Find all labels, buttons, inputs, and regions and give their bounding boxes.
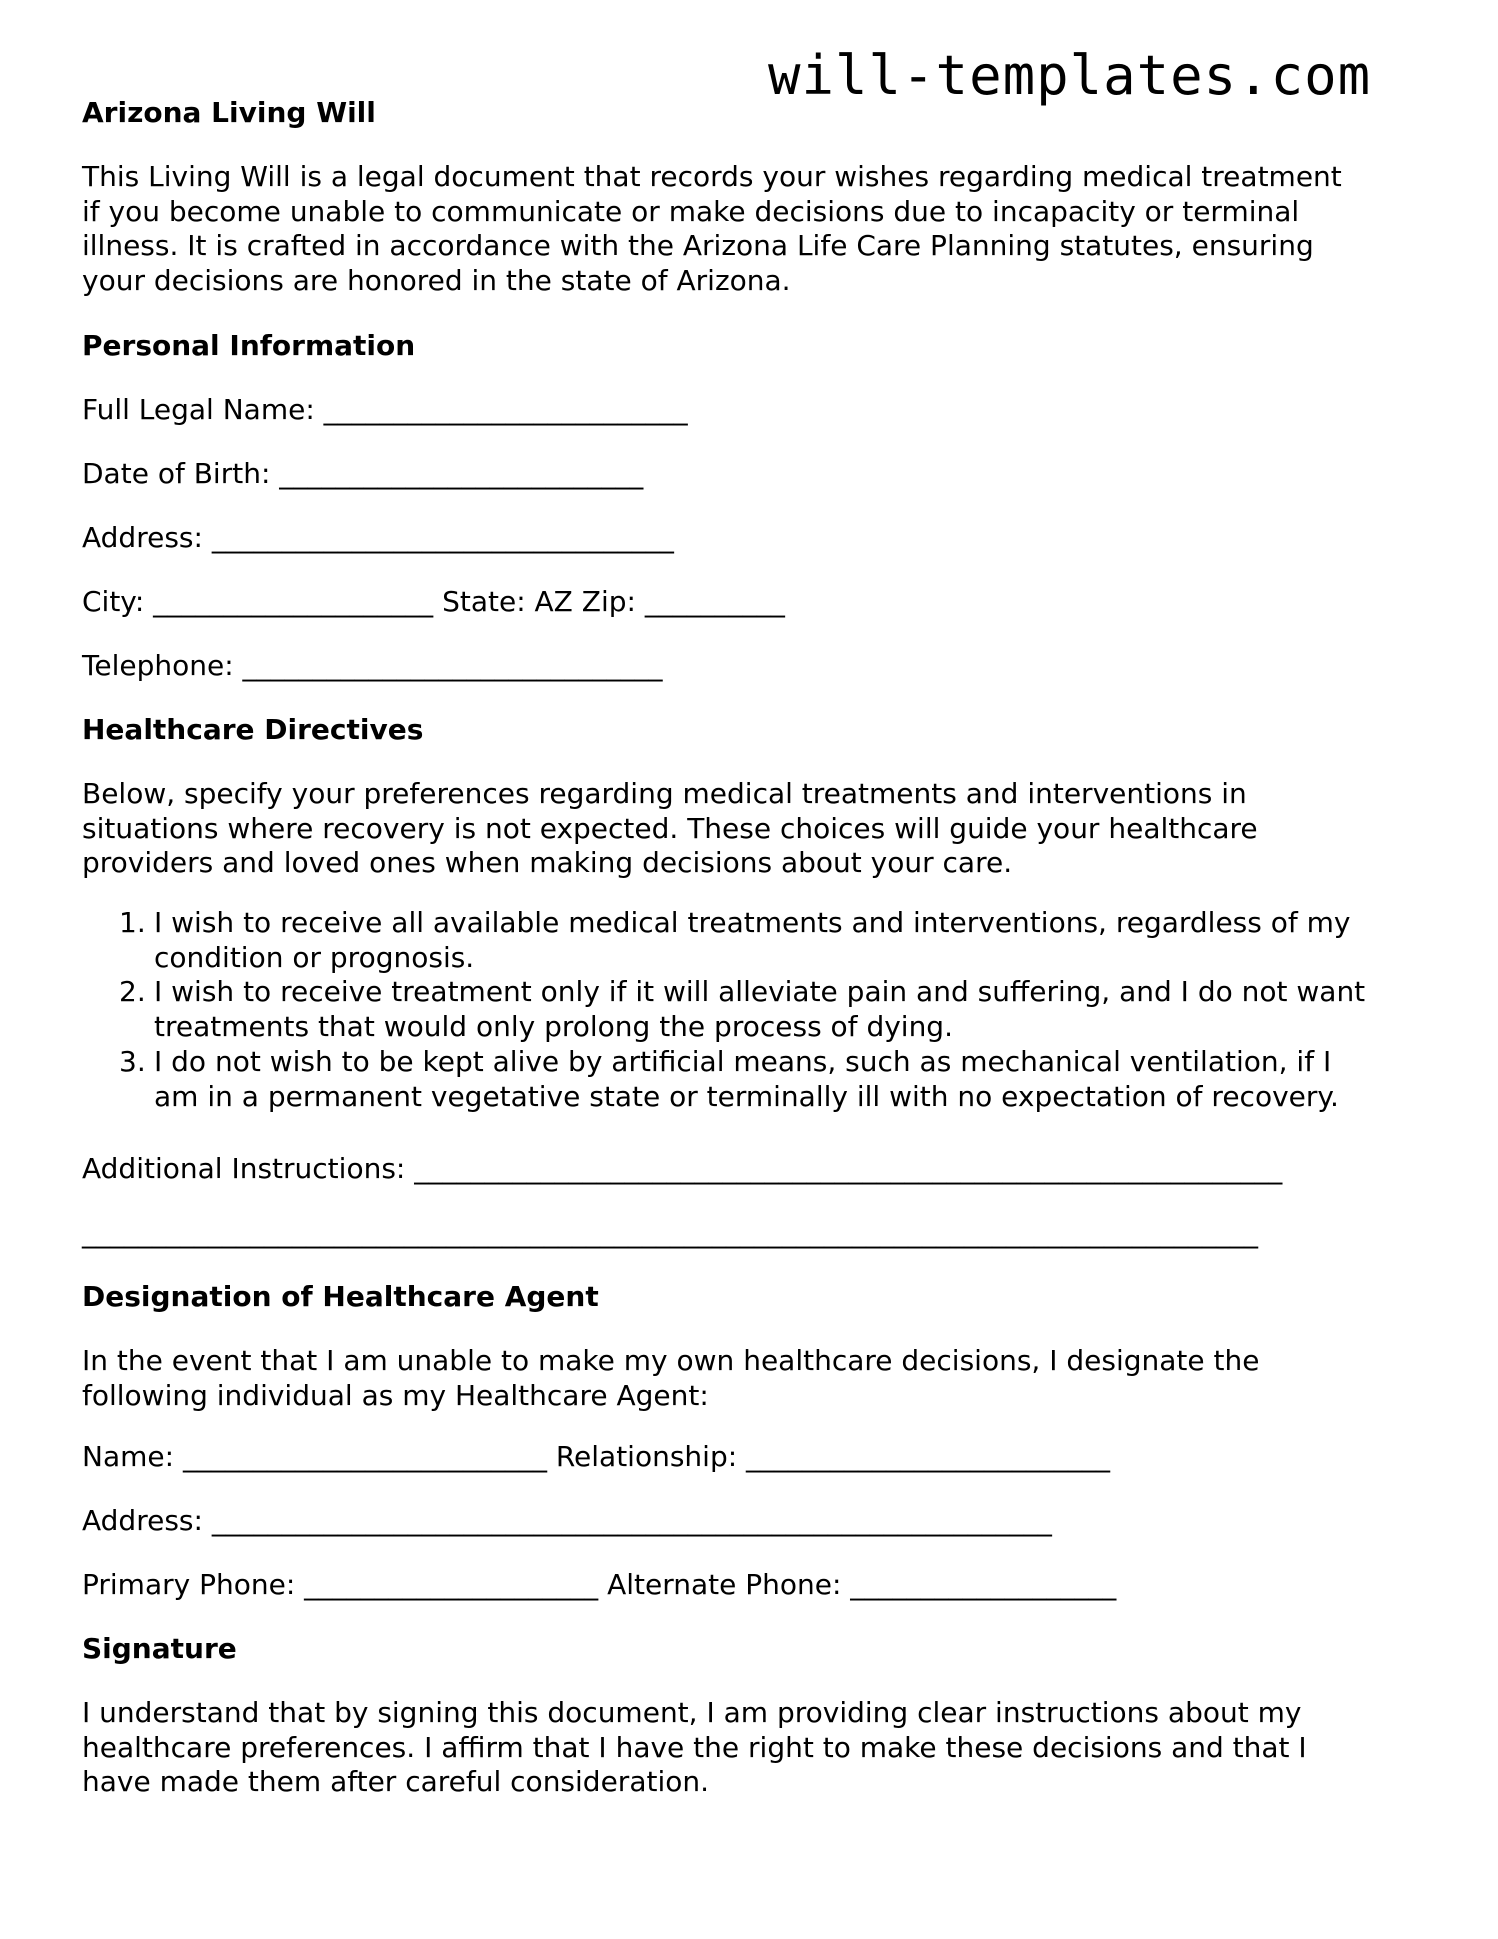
telephone-field: Telephone: ______________________________ (82, 649, 663, 682)
additional-instructions-line: ____________________________________________________________________________________ (82, 1216, 1258, 1249)
agent-intro-line: following individual as my Healthcare Agent: (82, 1378, 709, 1412)
directive-line: treatments that would only prolong the process of dying. (154, 1010, 953, 1044)
directive-item (82, 1045, 1365, 1114)
directive-line: I do not wish to be kept alive by artificial means, such as mechanical ventilation, if I (154, 1044, 1332, 1078)
agent-intro (82, 1344, 1422, 1413)
additional-instructions-field: Additional Instructions: ______________________________________________________________ (82, 1152, 1283, 1185)
address-field: Address: _________________________________ (82, 521, 674, 554)
directive-number: 2. (119, 975, 146, 1009)
signature-paragraph (82, 1696, 1422, 1800)
full-name-field: Full Legal Name: __________________________ (82, 393, 688, 426)
directive-number: 1. (119, 906, 146, 939)
agent-name-relationship-field: Name: __________________________ Relationship: __________________________ (82, 1440, 1111, 1473)
directive-line: I wish to receive all available medical treatments and interventions, regardless of my (154, 906, 1351, 939)
directive-item (82, 975, 1365, 1044)
watermark: will-templates.com (768, 44, 1372, 107)
directive-number: 3. (119, 1044, 146, 1078)
agent-address-field: Address: ____________________________________________________________ (82, 1504, 1052, 1537)
intro-line: your decisions are honored in the state of Arizona. (82, 264, 791, 298)
document-title: Arizona Living Will (82, 96, 376, 129)
directives-intro-line: providers and loved ones when making decisions about your care. (82, 846, 1013, 880)
dob-field: Date of Birth: __________________________ (82, 457, 644, 490)
agent-heading: Designation of Healthcare Agent (82, 1280, 599, 1313)
agent-phones-field: Primary Phone: _____________________ Alternate Phone: ___________________ (82, 1568, 1117, 1601)
directive-line: am in a permanent vegetative state or terminally ill with no expectation of recovery. (154, 1079, 1339, 1113)
directive-item (82, 906, 1365, 975)
directive-line: condition or prognosis. (154, 940, 475, 974)
directives-list (82, 906, 1365, 1114)
city-state-zip-field: City: ____________________ State: AZ Zip: __________ (82, 585, 785, 618)
personal-info-heading: Personal Information (82, 329, 416, 362)
intro-line: if you become unable to communicate or make decisions due to incapacity or terminal (82, 194, 1300, 228)
intro-line: illness. It is crafted in accordance with the Arizona Life Care Planning statutes, ensuring (82, 229, 1314, 263)
directives-intro-line: Below, specify your preferences regarding medical treatments and interventions in (82, 777, 1247, 810)
directives-intro (82, 777, 1422, 881)
directives-heading: Healthcare Directives (82, 713, 424, 746)
signature-line: I understand that by signing this document, I am providing clear instructions about my (82, 1696, 1302, 1729)
directives-intro-line: situations where recovery is not expected. These choices will guide your healthcare (82, 811, 1258, 845)
intro-line: This Living Will is a legal document that records your wishes regarding medical treatment (82, 160, 1342, 193)
signature-line: have made them after careful consideration. (82, 1765, 710, 1799)
signature-line: healthcare preferences. I affirm that I have the right to make these decisions and that I (82, 1730, 1307, 1764)
signature-heading: Signature (82, 1632, 237, 1665)
intro-paragraph (82, 160, 1422, 299)
agent-intro-line: In the event that I am unable to make my own healthcare decisions, I designate the (82, 1344, 1260, 1377)
directive-line: I wish to receive treatment only if it will alleviate pain and suffering, and I do not want (154, 975, 1366, 1009)
